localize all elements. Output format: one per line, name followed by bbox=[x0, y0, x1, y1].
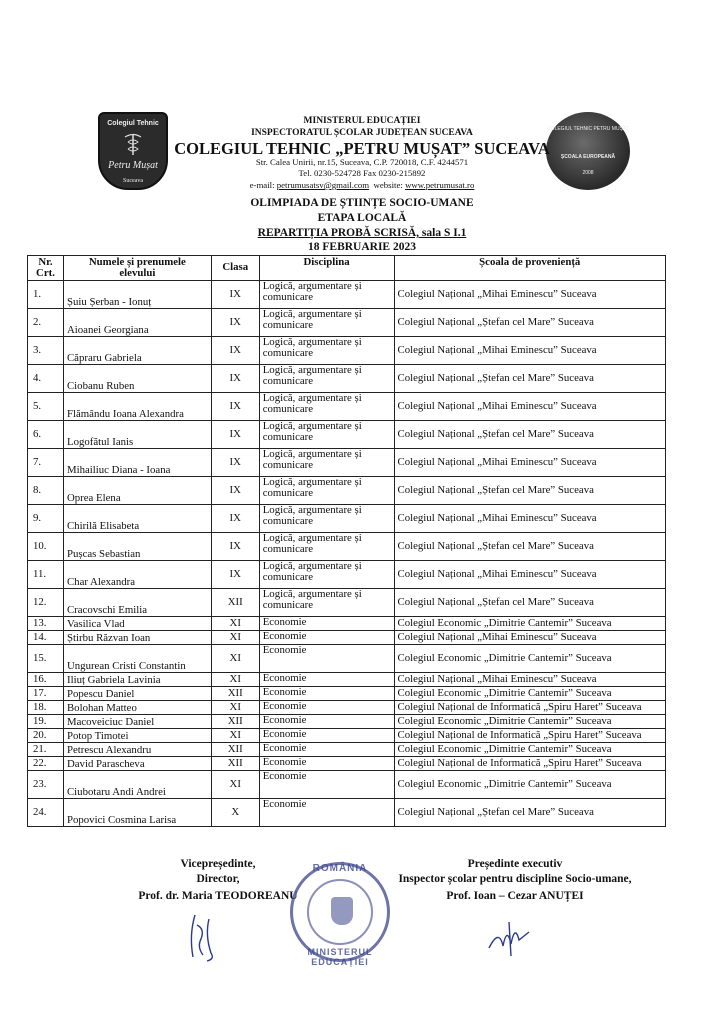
ministry-title: MINISTERUL EDUCAȚIEI bbox=[303, 116, 421, 126]
row-number: 7. bbox=[28, 449, 64, 477]
row-number: 15. bbox=[28, 645, 64, 673]
inspector-title: Inspector școlar pentru discipline Socio-umane, bbox=[398, 873, 632, 885]
director-name: Prof. dr. Maria TEODOREANU bbox=[138, 890, 298, 902]
student-class: XI bbox=[211, 771, 259, 799]
school-address: Str. Calea Unirii, nr.15, Suceava, C.P. 720018, C.F. 4244571 bbox=[255, 157, 469, 167]
table-row bbox=[28, 505, 666, 533]
logo-right-bottom-text: 2008 bbox=[582, 170, 594, 176]
student-class: XII bbox=[211, 715, 259, 729]
discipline: Economie bbox=[259, 701, 394, 715]
origin-school: Colegiul Național „Ștefan cel Mare” Suceava bbox=[394, 533, 665, 561]
student-name: Iliuț Gabriela Lavinia bbox=[63, 673, 211, 687]
row-number: 21. bbox=[28, 743, 64, 757]
distribution-title: REPARTIȚIA PROBĂ SCRISĂ, sala S I.1 bbox=[257, 227, 467, 239]
origin-school: Colegiul Național „Mihai Eminescu” Suceava bbox=[394, 505, 665, 533]
student-class: X bbox=[211, 799, 259, 827]
email-link[interactable]: petrumusatsv@gmail.com bbox=[276, 180, 370, 190]
origin-school: Colegiul Național de Informatică „Spiru Haret” Suceava bbox=[394, 701, 665, 715]
student-name: Pușcas Sebastian bbox=[63, 533, 211, 561]
discipline: Logică, argumentare și comunicare bbox=[259, 477, 394, 505]
student-class: XII bbox=[211, 687, 259, 701]
discipline: Economie bbox=[259, 715, 394, 729]
director-signature bbox=[175, 905, 235, 965]
row-number: 14. bbox=[28, 631, 64, 645]
origin-school: Colegiul Național „Mihai Eminescu” Suceava bbox=[394, 393, 665, 421]
origin-school: Colegiul Național de Informatică „Spiru Haret” Suceava bbox=[394, 757, 665, 771]
student-name: Ungurean Cristi Constantin bbox=[63, 645, 211, 673]
vice-president-title: Vicepreședinte, bbox=[180, 858, 256, 870]
european-school-logo bbox=[546, 112, 630, 190]
table-row bbox=[28, 365, 666, 393]
row-number: 23. bbox=[28, 771, 64, 799]
student-name: Mihailiuc Diana - Ioana bbox=[63, 449, 211, 477]
discipline: Logică, argumentare și comunicare bbox=[259, 505, 394, 533]
student-class: IX bbox=[211, 393, 259, 421]
coat-of-arms-icon bbox=[331, 897, 353, 925]
table-row bbox=[28, 729, 666, 743]
discipline: Economie bbox=[259, 687, 394, 701]
origin-school: Colegiul Național „Ștefan cel Mare” Suceava bbox=[394, 365, 665, 393]
student-name: Ciobanu Ruben bbox=[63, 365, 211, 393]
row-number: 18. bbox=[28, 701, 64, 715]
official-stamp bbox=[290, 862, 390, 967]
row-number: 2. bbox=[28, 309, 64, 337]
student-class: XI bbox=[211, 645, 259, 673]
origin-school: Colegiul Național „Ștefan cel Mare” Suceava bbox=[394, 477, 665, 505]
table-row bbox=[28, 743, 666, 757]
row-number: 10. bbox=[28, 533, 64, 561]
student-class: XI bbox=[211, 617, 259, 631]
website-label: website: bbox=[373, 180, 403, 190]
origin-school: Colegiul Național „Ștefan cel Mare” Suceava bbox=[394, 799, 665, 827]
discipline: Economie bbox=[259, 617, 394, 631]
inspectorate-title: INSPECTORATUL ȘCOLAR JUDEȚEAN SUCEAVA bbox=[251, 128, 473, 138]
school-phone: Tel. 0230-524728 Fax 0230-215892 bbox=[298, 168, 426, 178]
origin-school: Colegiul Economic „Dimitrie Cantemir” Suceava bbox=[394, 771, 665, 799]
student-class: XI bbox=[211, 673, 259, 687]
discipline: Logică, argumentare și comunicare bbox=[259, 533, 394, 561]
student-class: IX bbox=[211, 337, 259, 365]
table-row bbox=[28, 477, 666, 505]
discipline: Economie bbox=[259, 673, 394, 687]
origin-school: Colegiul Național „Mihai Eminescu” Suceava bbox=[394, 281, 665, 309]
table-row bbox=[28, 337, 666, 365]
student-class: XII bbox=[211, 743, 259, 757]
table-row bbox=[28, 631, 666, 645]
student-name: Cracovschi Emilia bbox=[63, 589, 211, 617]
table-row bbox=[28, 799, 666, 827]
table-row bbox=[28, 673, 666, 687]
student-name: Oprea Elena bbox=[63, 477, 211, 505]
school-name: COLEGIUL TEHNIC „PETRU MUȘAT” SUCEAVA bbox=[174, 139, 550, 158]
student-name: Potop Timotei bbox=[63, 729, 211, 743]
student-name: David Parascheva bbox=[63, 757, 211, 771]
school-logo-left bbox=[98, 112, 168, 190]
student-name: Știrbu Răzvan Ioan bbox=[63, 631, 211, 645]
student-name: Chirilă Elisabeta bbox=[63, 505, 211, 533]
table-row bbox=[28, 421, 666, 449]
email-label: e-mail: bbox=[249, 180, 275, 190]
row-number: 13. bbox=[28, 617, 64, 631]
stamp-bottom-text: MINISTERUL EDUCAȚIEI bbox=[307, 947, 373, 967]
table-row bbox=[28, 309, 666, 337]
student-name: Petrescu Alexandru bbox=[63, 743, 211, 757]
discipline: Logică, argumentare și comunicare bbox=[259, 589, 394, 617]
logo-right-top-text: COLEGIUL TEHNIC PETRU MUȘAT bbox=[547, 126, 629, 132]
student-class: IX bbox=[211, 421, 259, 449]
header-class: Clasa bbox=[211, 256, 259, 281]
website-link[interactable]: www.petrumusat.ro bbox=[405, 180, 475, 190]
origin-school: Colegiul Național „Mihai Eminescu” Suceava bbox=[394, 337, 665, 365]
discipline: Economie bbox=[259, 729, 394, 743]
row-number: 5. bbox=[28, 393, 64, 421]
executive-president-title: Președinte executiv bbox=[467, 858, 563, 870]
row-number: 17. bbox=[28, 687, 64, 701]
row-number: 8. bbox=[28, 477, 64, 505]
caduceus-icon bbox=[122, 132, 144, 156]
table-row bbox=[28, 449, 666, 477]
row-number: 11. bbox=[28, 561, 64, 589]
table-row bbox=[28, 771, 666, 799]
table-row bbox=[28, 561, 666, 589]
origin-school: Colegiul Economic „Dimitrie Cantemir” Suceava bbox=[394, 743, 665, 757]
student-class: IX bbox=[211, 561, 259, 589]
student-name: Logofătul Ianis bbox=[63, 421, 211, 449]
row-number: 19. bbox=[28, 715, 64, 729]
discipline: Economie bbox=[259, 771, 394, 799]
student-name: Ciubotaru Andi Andrei bbox=[63, 771, 211, 799]
student-class: IX bbox=[211, 281, 259, 309]
row-number: 24. bbox=[28, 799, 64, 827]
olympiad-title: OLIMPIADA DE ȘTIINȚE SOCIO-UMANE bbox=[250, 197, 474, 209]
student-class: IX bbox=[211, 477, 259, 505]
discipline: Logică, argumentare și comunicare bbox=[259, 449, 394, 477]
discipline: Economie bbox=[259, 743, 394, 757]
date-title: 18 FEBRUARIE 2023 bbox=[308, 241, 416, 253]
discipline: Logică, argumentare și comunicare bbox=[259, 421, 394, 449]
inspector-name: Prof. Ioan – Cezar ANUȚEI bbox=[446, 890, 584, 902]
table-row bbox=[28, 715, 666, 729]
director-title: Director, bbox=[196, 873, 240, 885]
row-number: 16. bbox=[28, 673, 64, 687]
table-row bbox=[28, 393, 666, 421]
discipline: Economie bbox=[259, 799, 394, 827]
student-class: IX bbox=[211, 309, 259, 337]
student-name: Vasilica Vlad bbox=[63, 617, 211, 631]
origin-school: Colegiul Național de Informatică „Spiru Haret” Suceava bbox=[394, 729, 665, 743]
logo-left-top-text: Colegiul Tehnic bbox=[107, 120, 159, 127]
contact-line bbox=[180, 180, 544, 190]
inspector-signature bbox=[485, 918, 535, 958]
student-class: XI bbox=[211, 631, 259, 645]
row-number: 22. bbox=[28, 757, 64, 771]
header-school: Școala de proveniență bbox=[394, 256, 665, 281]
student-name: Popovici Cosmina Larisa bbox=[63, 799, 211, 827]
origin-school: Colegiul Național „Ștefan cel Mare” Suceava bbox=[394, 309, 665, 337]
logo-left-mid-text: Petru Mușat bbox=[108, 160, 158, 171]
table-row bbox=[28, 533, 666, 561]
origin-school: Colegiul Național „Mihai Eminescu” Suceava bbox=[394, 673, 665, 687]
row-number: 3. bbox=[28, 337, 64, 365]
student-class: XI bbox=[211, 701, 259, 715]
table-row bbox=[28, 645, 666, 673]
origin-school: Colegiul Național „Mihai Eminescu” Suceava bbox=[394, 449, 665, 477]
discipline: Economie bbox=[259, 757, 394, 771]
discipline: Logică, argumentare și comunicare bbox=[259, 393, 394, 421]
student-name: Bolohan Matteo bbox=[63, 701, 211, 715]
student-class: IX bbox=[211, 533, 259, 561]
student-class: XII bbox=[211, 589, 259, 617]
discipline: Economie bbox=[259, 631, 394, 645]
origin-school: Colegiul Economic „Dimitrie Cantemir” Suceava bbox=[394, 715, 665, 729]
discipline: Logică, argumentare și comunicare bbox=[259, 281, 394, 309]
stamp-top-text: ROMÂNIA bbox=[312, 863, 368, 874]
header-nr: Nr. Crt. bbox=[28, 256, 64, 281]
logo-left-bottom-text: Suceava bbox=[123, 178, 143, 184]
table-row bbox=[28, 757, 666, 771]
table-row bbox=[28, 687, 666, 701]
logo-right-mid-text: ȘCOALA EUROPEANĂ bbox=[560, 154, 616, 160]
discipline: Logică, argumentare și comunicare bbox=[259, 561, 394, 589]
student-name: Macoveiciuc Daniel bbox=[63, 715, 211, 729]
origin-school: Colegiul Economic „Dimitrie Cantemir” Suceava bbox=[394, 617, 665, 631]
header-name: Numele și prenumele elevului bbox=[63, 256, 211, 281]
table-row bbox=[28, 589, 666, 617]
row-number: 1. bbox=[28, 281, 64, 309]
student-name: Șuiu Șerban - Ionuț bbox=[63, 281, 211, 309]
student-name: Char Alexandra bbox=[63, 561, 211, 589]
student-name: Aioanei Georgiana bbox=[63, 309, 211, 337]
distribution-table bbox=[27, 255, 666, 827]
row-number: 4. bbox=[28, 365, 64, 393]
student-class: XI bbox=[211, 729, 259, 743]
row-number: 12. bbox=[28, 589, 64, 617]
header-discipline: Disciplina bbox=[259, 256, 394, 281]
row-number: 20. bbox=[28, 729, 64, 743]
origin-school: Colegiul Național „Ștefan cel Mare” Suceava bbox=[394, 421, 665, 449]
origin-school: Colegiul Național „Ștefan cel Mare” Suceava bbox=[394, 589, 665, 617]
student-class: IX bbox=[211, 449, 259, 477]
table-header-row bbox=[28, 256, 666, 281]
discipline: Logică, argumentare și comunicare bbox=[259, 309, 394, 337]
table-row bbox=[28, 701, 666, 715]
origin-school: Colegiul Național „Mihai Eminescu” Suceava bbox=[394, 561, 665, 589]
discipline: Logică, argumentare și comunicare bbox=[259, 365, 394, 393]
student-class: IX bbox=[211, 365, 259, 393]
student-name: Căpraru Gabriela bbox=[63, 337, 211, 365]
student-name: Popescu Daniel bbox=[63, 687, 211, 701]
origin-school: Colegiul Economic „Dimitrie Cantemir” Suceava bbox=[394, 645, 665, 673]
table-row bbox=[28, 281, 666, 309]
stage-title: ETAPA LOCALĂ bbox=[317, 212, 407, 224]
row-number: 9. bbox=[28, 505, 64, 533]
student-class: IX bbox=[211, 505, 259, 533]
row-number: 6. bbox=[28, 421, 64, 449]
student-name: Flămându Ioana Alexandra bbox=[63, 393, 211, 421]
student-class: XII bbox=[211, 757, 259, 771]
origin-school: Colegiul Economic „Dimitrie Cantemir” Suceava bbox=[394, 687, 665, 701]
discipline: Logică, argumentare și comunicare bbox=[259, 337, 394, 365]
discipline: Economie bbox=[259, 645, 394, 673]
table-row bbox=[28, 617, 666, 631]
origin-school: Colegiul Național „Mihai Eminescu” Suceava bbox=[394, 631, 665, 645]
